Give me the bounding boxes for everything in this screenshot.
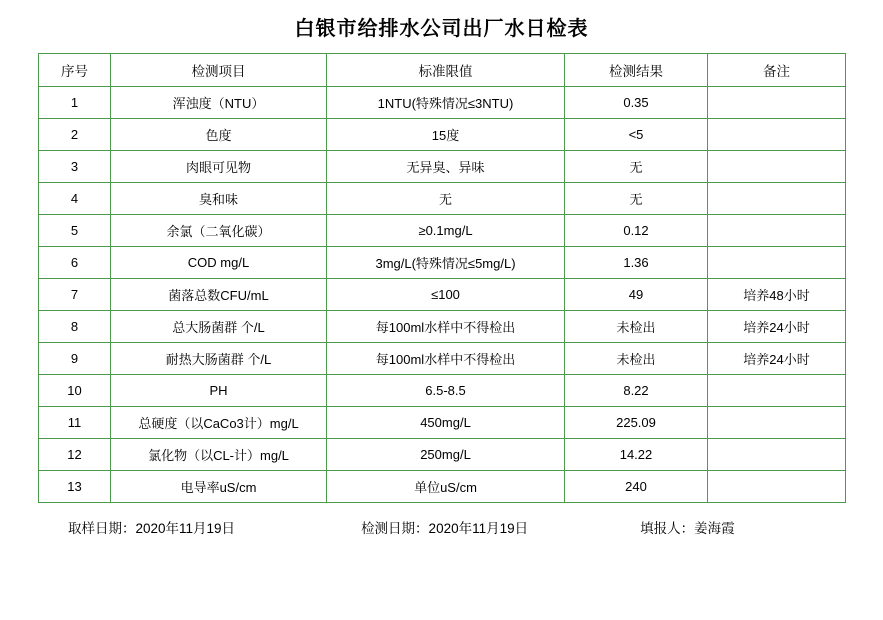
- cell-limit: 3mg/L(特殊情况≤5mg/L): [327, 247, 565, 279]
- table-row: [39, 343, 846, 375]
- cell-no: 11: [39, 407, 111, 439]
- cell-note: [708, 247, 846, 279]
- cell-note: [708, 87, 846, 119]
- cell-item: 菌落总数CFU/mL: [111, 279, 327, 311]
- sample-date: 取样日期：2020年11月19日: [68, 521, 236, 536]
- cell-limit: 无: [327, 183, 565, 215]
- cell-note: 培养24小时: [708, 311, 846, 343]
- cell-note: 培养48小时: [708, 279, 846, 311]
- cell-limit: 每100ml水样中不得检出: [327, 311, 565, 343]
- table-row: [39, 247, 846, 279]
- cell-result: 225.09: [565, 407, 708, 439]
- cell-note: [708, 215, 846, 247]
- cell-note: [708, 119, 846, 151]
- cell-limit: 250mg/L: [327, 439, 565, 471]
- column-header-item: 检测项目: [111, 54, 327, 87]
- cell-limit: 无异臭、异味: [327, 151, 565, 183]
- table-row: [39, 471, 846, 503]
- cell-result: 49: [565, 279, 708, 311]
- report-table-wrapper: [0, 53, 883, 503]
- cell-no: 9: [39, 343, 111, 375]
- cell-item: 总硬度（以CaCo3计）mg/L: [111, 407, 327, 439]
- cell-item: COD mg/L: [111, 247, 327, 279]
- cell-limit: 6.5-8.5: [327, 375, 565, 407]
- cell-result: 无: [565, 151, 708, 183]
- cell-no: 2: [39, 119, 111, 151]
- cell-no: 3: [39, 151, 111, 183]
- cell-note: 培养24小时: [708, 343, 846, 375]
- cell-limit: ≤100: [327, 279, 565, 311]
- table-row: [39, 311, 846, 343]
- column-header-no: 序号: [39, 54, 111, 87]
- column-header-result: 检测结果: [565, 54, 708, 87]
- table-row: [39, 279, 846, 311]
- cell-item: 总大肠菌群 个/L: [111, 311, 327, 343]
- cell-result: 0.12: [565, 215, 708, 247]
- cell-note: [708, 471, 846, 503]
- filler-name: 填报人：姜海霞: [640, 521, 735, 536]
- cell-limit: 每100ml水样中不得检出: [327, 343, 565, 375]
- document-footer: [0, 517, 883, 537]
- cell-result: 8.22: [565, 375, 708, 407]
- cell-item: 耐热大肠菌群 个/L: [111, 343, 327, 375]
- column-header-note: 备注: [708, 54, 846, 87]
- table-row: [39, 375, 846, 407]
- cell-no: 13: [39, 471, 111, 503]
- cell-limit: 单位uS/cm: [327, 471, 565, 503]
- table-header: [39, 54, 846, 87]
- cell-no: 12: [39, 439, 111, 471]
- table-row: [39, 87, 846, 119]
- cell-result: 未检出: [565, 311, 708, 343]
- cell-limit: ≥0.1mg/L: [327, 215, 565, 247]
- cell-limit: 15度: [327, 119, 565, 151]
- cell-result: 未检出: [565, 343, 708, 375]
- cell-no: 1: [39, 87, 111, 119]
- cell-no: 7: [39, 279, 111, 311]
- cell-item: 浑浊度（NTU）: [111, 87, 327, 119]
- table-row: [39, 439, 846, 471]
- cell-item: 电导率uS/cm: [111, 471, 327, 503]
- cell-result: 240: [565, 471, 708, 503]
- table-row: [39, 183, 846, 215]
- table-body: [39, 87, 846, 503]
- cell-note: [708, 151, 846, 183]
- cell-item: PH: [111, 375, 327, 407]
- cell-limit: 450mg/L: [327, 407, 565, 439]
- table-row: [39, 151, 846, 183]
- table-row: [39, 119, 846, 151]
- page-title: 白银市给排水公司出厂水日检表: [294, 18, 589, 40]
- cell-result: 1.36: [565, 247, 708, 279]
- cell-item: 色度: [111, 119, 327, 151]
- cell-no: 8: [39, 311, 111, 343]
- water-quality-report-table: [38, 53, 846, 503]
- table-row: [39, 215, 846, 247]
- cell-note: [708, 375, 846, 407]
- cell-item: 氯化物（以CL-计）mg/L: [111, 439, 327, 471]
- cell-item: 余氯（二氧化碳）: [111, 215, 327, 247]
- table-row: [39, 407, 846, 439]
- cell-no: 4: [39, 183, 111, 215]
- cell-note: [708, 407, 846, 439]
- cell-no: 10: [39, 375, 111, 407]
- table-header-row: [39, 54, 846, 87]
- cell-result: <5: [565, 119, 708, 151]
- column-header-limit: 标准限值: [327, 54, 565, 87]
- document-page: [0, 12, 883, 620]
- cell-result: 无: [565, 183, 708, 215]
- cell-result: 14.22: [565, 439, 708, 471]
- cell-note: [708, 183, 846, 215]
- cell-item: 臭和味: [111, 183, 327, 215]
- cell-result: 0.35: [565, 87, 708, 119]
- cell-note: [708, 439, 846, 471]
- cell-no: 5: [39, 215, 111, 247]
- cell-item: 肉眼可见物: [111, 151, 327, 183]
- cell-limit: 1NTU(特殊情况≤3NTU): [327, 87, 565, 119]
- test-date: 检测日期：2020年11月19日: [361, 521, 529, 536]
- cell-no: 6: [39, 247, 111, 279]
